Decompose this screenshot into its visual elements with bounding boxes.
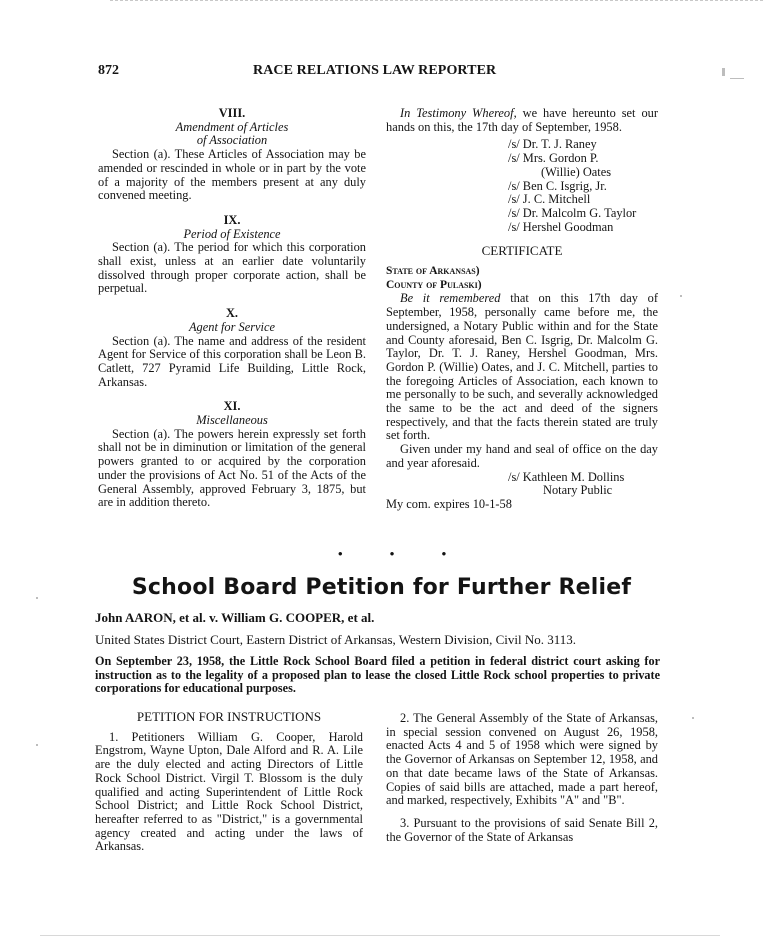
scan-speck <box>692 717 694 719</box>
signature-3: /s/ Ben C. Isgrig, Jr. <box>508 178 607 193</box>
petition-heading: PETITION FOR INSTRUCTIONS <box>136 709 322 724</box>
testimony-text: we have hereunto set our hands on this, the 17th day of September, 1958. <box>386 106 658 134</box>
signature-6: /s/ Hershel Goodman <box>508 219 614 234</box>
scan-speck <box>722 68 725 76</box>
signature-2-cont: (Willie) Oates <box>541 164 612 179</box>
section-viii-title-2: of Association <box>196 133 268 148</box>
section-xi-text: Section (a). The powers herein expressly set forth shall not be in diminution or limitation of the general powers granted to or acquired by the corporation under the provisions of Act No. 51 of the Acts of the General Assembly, approved February 3, 1875, but are in addition thereto. <box>98 426 366 510</box>
section-ix-title: Period of Existence <box>183 226 281 241</box>
left-column <box>98 107 366 510</box>
article-title: School Board Petition for Further Relief <box>131 575 632 600</box>
right-column <box>386 107 658 512</box>
petition-left-column <box>95 710 363 854</box>
testimony-paragraph <box>386 107 658 134</box>
signature-5: /s/ Dr. Malcolm G. Taylor <box>508 205 637 220</box>
section-x-text: Section (a). The name and address of the resident Agent for Service of this corporation shall be Leon B. Catlett, 727 Pyramid Life Building, Little Rock, Arkansas. <box>98 333 366 389</box>
given-paragraph: Given under my hand and seal of office on the day and year aforesaid. <box>386 442 658 470</box>
section-xi-numeral: XI. <box>223 399 241 414</box>
section-ix-numeral: IX. <box>223 212 241 227</box>
signature-1: /s/ Dr. T. J. Raney <box>508 137 597 152</box>
section-viii-title-1: Amendment of Articles <box>175 119 289 134</box>
scan-speck <box>36 597 38 599</box>
petition-paragraph-3: 3. Pursuant to the provisions of said Senate Bill 2, the Governor of the State of Arkansas <box>386 815 658 844</box>
case-caption: John AARON, et al. v. William G. COOPER, et al. <box>95 610 375 625</box>
petition-paragraph-1: 1. Petitioners William G. Cooper, Harold Engstrom, Wayne Upton, Dale Alford and R. A. Lile are the duly elected and acting Directors of Little Rock School District. Virgil T. Blossom is the duly qualified and acting Superintendent of Little Rock School District; and Little Rock School District, hereafter referred to as "District," is a governmental agency created and acting under the laws of Arkansas. <box>95 729 363 854</box>
page-number: 872 <box>98 63 119 78</box>
remembered-paragraph <box>386 292 658 443</box>
section-viii-text: Section (a). These Articles of Association may be amended or rescinded in whole or in part by the vote of a majority of the members present at any duly convened meeting. <box>98 147 366 203</box>
notary-title: Notary Public <box>543 483 613 498</box>
court-line: United States District Court, Eastern District of Arkansas, Western Division, Civil No. 3113. <box>95 632 576 647</box>
testimony-lead: In Testimony Whereof, <box>400 106 517 120</box>
scan-speck <box>40 935 720 936</box>
commission-line: My com. expires 10-1-58 <box>386 496 512 511</box>
headnote-summary: On September 23, 1958, the Little Rock School Board filed a petition in federal district court asking for instruction as to the legality of a proposed plan to lease the closed Little Rock school properties to private corporations for educational purposes. <box>95 654 660 695</box>
section-ix-text: Section (a). The period for which this corporation shall exist, unless at an earlier date voluntarily dissolved through proper corporate action, shall be perpetual. <box>98 240 366 296</box>
section-x-numeral: X. <box>225 306 239 321</box>
section-xi-title: Miscellaneous <box>196 413 268 428</box>
scan-speck <box>36 744 38 746</box>
section-x-title: Agent for Service <box>188 319 275 334</box>
petition-right-column <box>386 712 658 844</box>
signature-2: /s/ Mrs. Gordon P. <box>508 151 599 166</box>
scan-speck <box>680 295 682 297</box>
signature-4: /s/ J. C. Mitchell <box>508 192 591 207</box>
notary-signature: /s/ Kathleen M. Dollins <box>508 469 625 484</box>
running-title: RACE RELATIONS LAW REPORTER <box>253 63 497 78</box>
certificate-heading: CERTIFICATE <box>481 243 563 259</box>
county-line: County of Pulaski) <box>386 278 482 291</box>
remembered-lead: Be it remembered <box>400 291 501 306</box>
scan-edge-top <box>110 0 763 1</box>
section-separator: • • • <box>338 546 469 561</box>
remembered-text: that on this 17th day of September, 1958, personally came before me, the undersigned, a Notary Public within and for the State and County aforesaid, Ben C. Isgrig, Dr. Malcolm G. Taylor, Dr. T. J. Raney, Hershel Goodman, Mrs. Gordon P. (Willie) Oates, and J. C. Mitchell, parties to the foregoing Articles of Association, each known to me personally to be such, and severally acknowledged the same to be the act and deed of the signers respectively, and that the facts therein stated are truly set forth. <box>386 291 658 443</box>
scan-speck <box>730 78 744 79</box>
petition-paragraph-2: 2. The General Assembly of the State of Arkansas, in special session convened on August 26, 1958, enacted Acts 4 and 5 of 1958 which were signed by the Governor of Arkansas on September 12, 1958, and on that date became laws of the State of Arkansas. Copies of said bills are attached, made a part hereof, and marked, respectively, Exhibits "A" and "B". <box>386 711 658 808</box>
state-line: State of Arkansas) <box>386 265 480 278</box>
section-viii-numeral: VIII. <box>218 106 246 120</box>
